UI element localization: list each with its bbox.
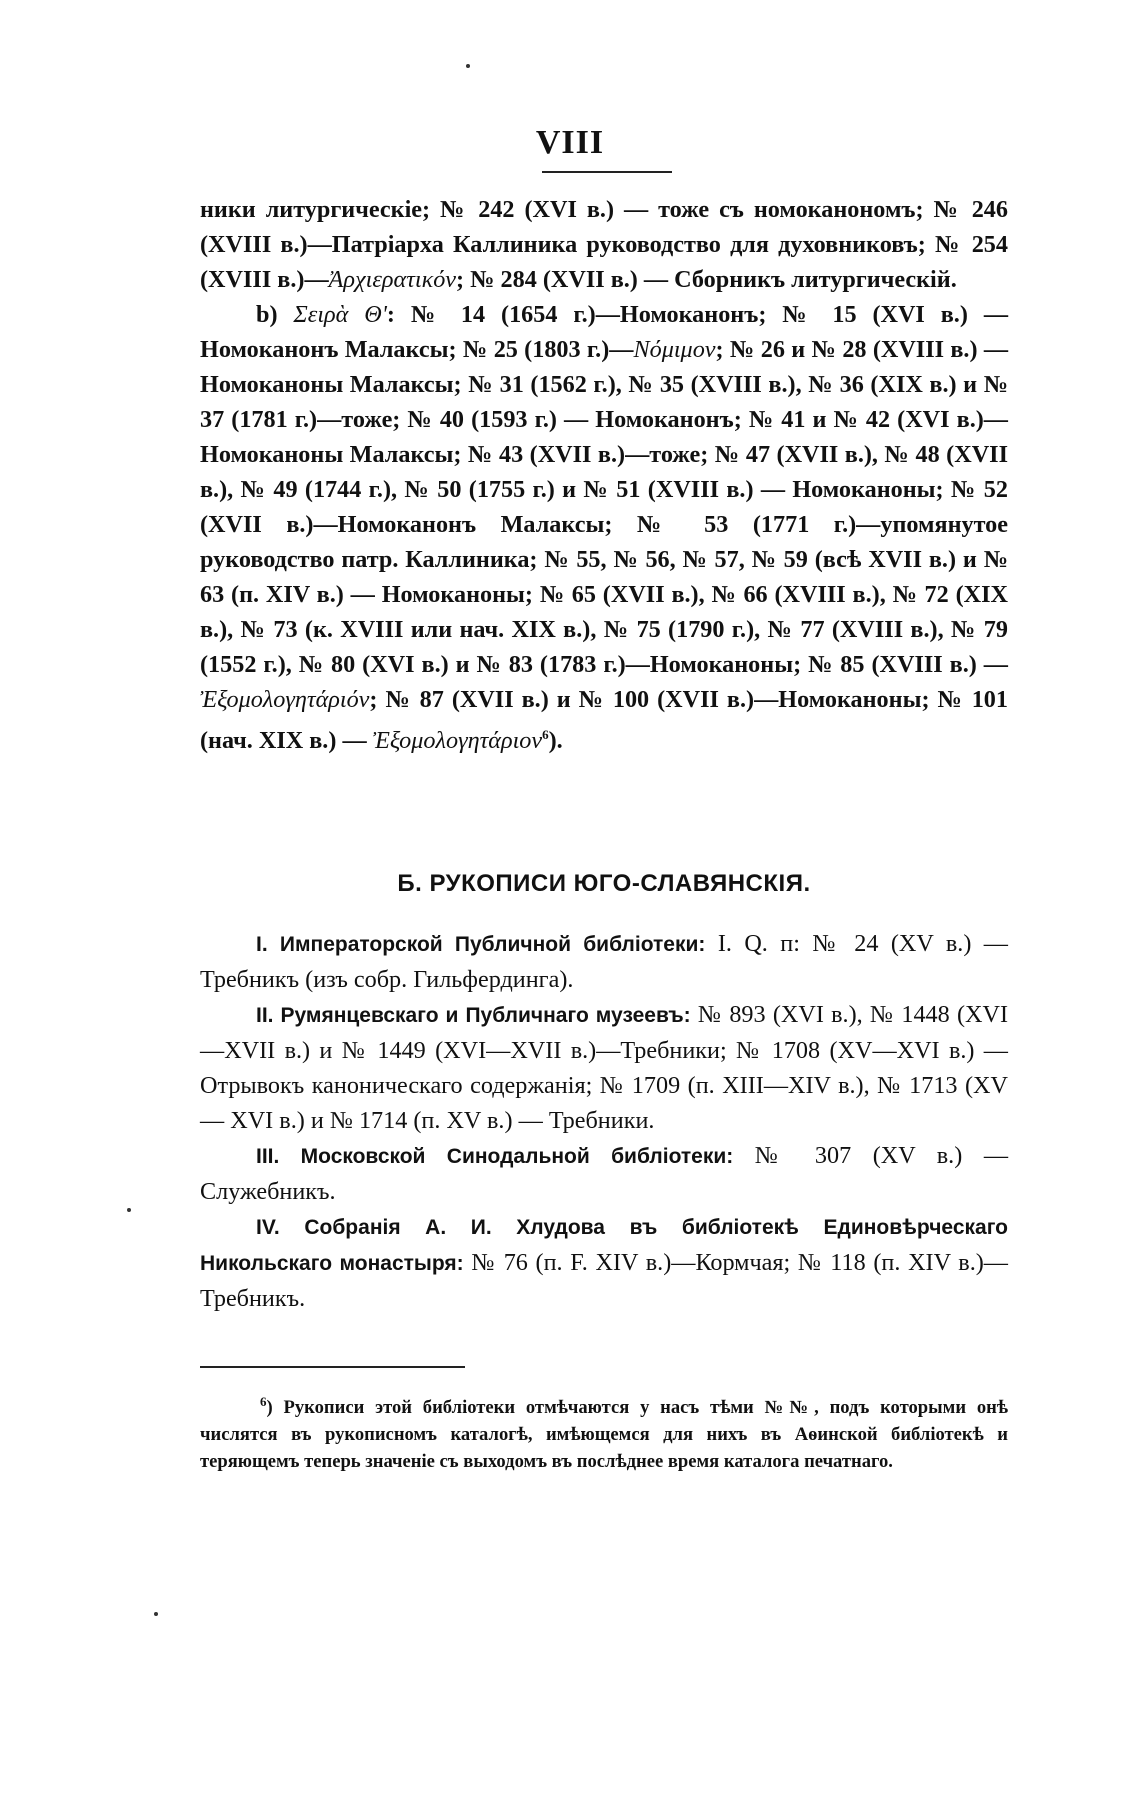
entry-label: I. Императорской Публичной библіотеки:	[256, 933, 706, 956]
page-number: VIII	[535, 124, 605, 161]
paragraph-a-continuation: ники литургическіе; № 242 (XVI в.) — тоже съ номоканономъ; № 246 (XVIII в.)—Патріарха Каллиника руководство для духовниковъ; № 254 (XVIII в.)—Ἀρχιερατικόν; № 284 (XVII в.) — Сборникъ литургическій.	[200, 196, 1008, 293]
entry-3: III. Московской Синодальной библіотеки: № 307 (XV в.) — Служебникъ.	[200, 1142, 1009, 1205]
greek-manuscripts-section	[200, 192, 1008, 758]
footnote	[200, 1388, 1008, 1475]
footnote-text: ) Рукописи этой библіотеки отмѣчаются у насъ тѣми №№, подъ которыми онѣ числятся въ рукописномъ каталогѣ, имѣющемся для нихъ въ Аѳинской библіотекѣ и теряющемъ теперь значеніе съ выходомъ въ послѣднее время каталога печатнаго.	[200, 1397, 1008, 1473]
footnote-rule	[200, 1366, 465, 1368]
speck-mark	[127, 1208, 131, 1212]
page-number-rule	[542, 171, 672, 173]
section-heading: Б. РУКОПИСИ ЮГО-СЛАВЯНСКІЯ.	[397, 870, 811, 897]
south-slavic-manuscripts-section	[200, 926, 1008, 1316]
greek-term: Ἐξομολογητάριόν	[200, 686, 370, 713]
greek-term: Ἐξομολογητάριον	[372, 727, 543, 755]
footnote-mark: 6	[260, 1394, 267, 1409]
paragraph-b: b) Σειρὰ Θ': № 14 (1654 г.)—Номоканонъ; № 15 (XVI в.) —Номоканонъ Малаксы; № 25 (1803 г.)—Νόμιμον; № 26 и № 28 (XVIII в.) — Номоканоны Малаксы; № 31 (1562 г.), № 35 (XVIII в.), № 36 (XIX в.) и № 37 (1781 г.)—тоже; № 40 (1593 г.) — Номоканонъ; № 41 и № 42 (XVI в.)—Номоканоны Малаксы; № 43 (XVII в.)—тоже; № 47 (XVII в.), № 48 (XVII в.), № 49 (1744 г.), № 50 (1755 г.) и № 51 (XVIII в.) — Номоканоны; № 52 (XVII в.)—Номоканонъ Малаксы; № 53 (1771 г.)—упомянутое руководство патр. Каллиника; № 55, № 56, № 57, № 59 (всѣ XVII в.) и № 63 (п. XIV в.) — Номоканоны; № 65 (XVII в.), № 66 (XVIII в.), № 72 (XIX в.), № 73 (к. XVIII или нач. XIX в.), № 75 (1790 г.), № 77 (XVIII в.), № 79 (1552 г.), № 80 (XVI в.) и № 83 (1783 г.)—Номоканоны; № 85 (XVIII в.) —Ἐξομολογητάριόν; № 87 (XVII в.) и № 100 (XVII в.)—Номоканоны; № 101 (нач. XIX в.) — Ἐξομολογητάριον$^6$).	[200, 301, 1009, 755]
speck-mark	[466, 64, 470, 68]
speck-mark	[154, 1612, 158, 1616]
greek-term: Νόμιμον	[633, 336, 716, 363]
entry-label: IV. Собранія А. И. Хлудова въ библіотекѣ Единовѣрческаго Никольскаго монастыря:	[200, 1216, 1008, 1275]
greek-term: Ἀρχιερατικόν	[328, 266, 457, 293]
entry-label: II. Румянцевскаго и Публичнаго музеевъ:	[256, 1004, 691, 1027]
entry-4: IV. Собранія А. И. Хлудова въ библіотекѣ Единовѣрческаго Никольскаго монастыря: № 76 (п. F. XIV в.)—Кормчая; № 118 (п. XIV в.)—Требникъ.	[200, 1216, 1008, 1312]
greek-term: Σειρὰ Θ'	[293, 301, 387, 328]
footnote-ref[interactable]: 6	[542, 727, 549, 742]
entry-2: II. Румянцевскаго и Публичнаго музеевъ: № 893 (XVI в.), № 1448 (XVI—XVII в.) и № 1449 (XVI—XVII в.)—Требники; № 1708 (XV—XVI в.) — Отрывокъ каноническаго содержанія; № 1709 (п. XIII—XIV в.), № 1713 (XV — XVI в.) и № 1714 (п. XV в.) — Требники.	[200, 1001, 1008, 1134]
entry-1: I. Императорской Публичной библіотеки: I. Q. п: № 24 (XV в.) — Требникъ (изъ собр. Гильфердинга).	[200, 930, 1008, 993]
entry-label: III. Московской Синодальной библіотеки:	[256, 1145, 734, 1168]
